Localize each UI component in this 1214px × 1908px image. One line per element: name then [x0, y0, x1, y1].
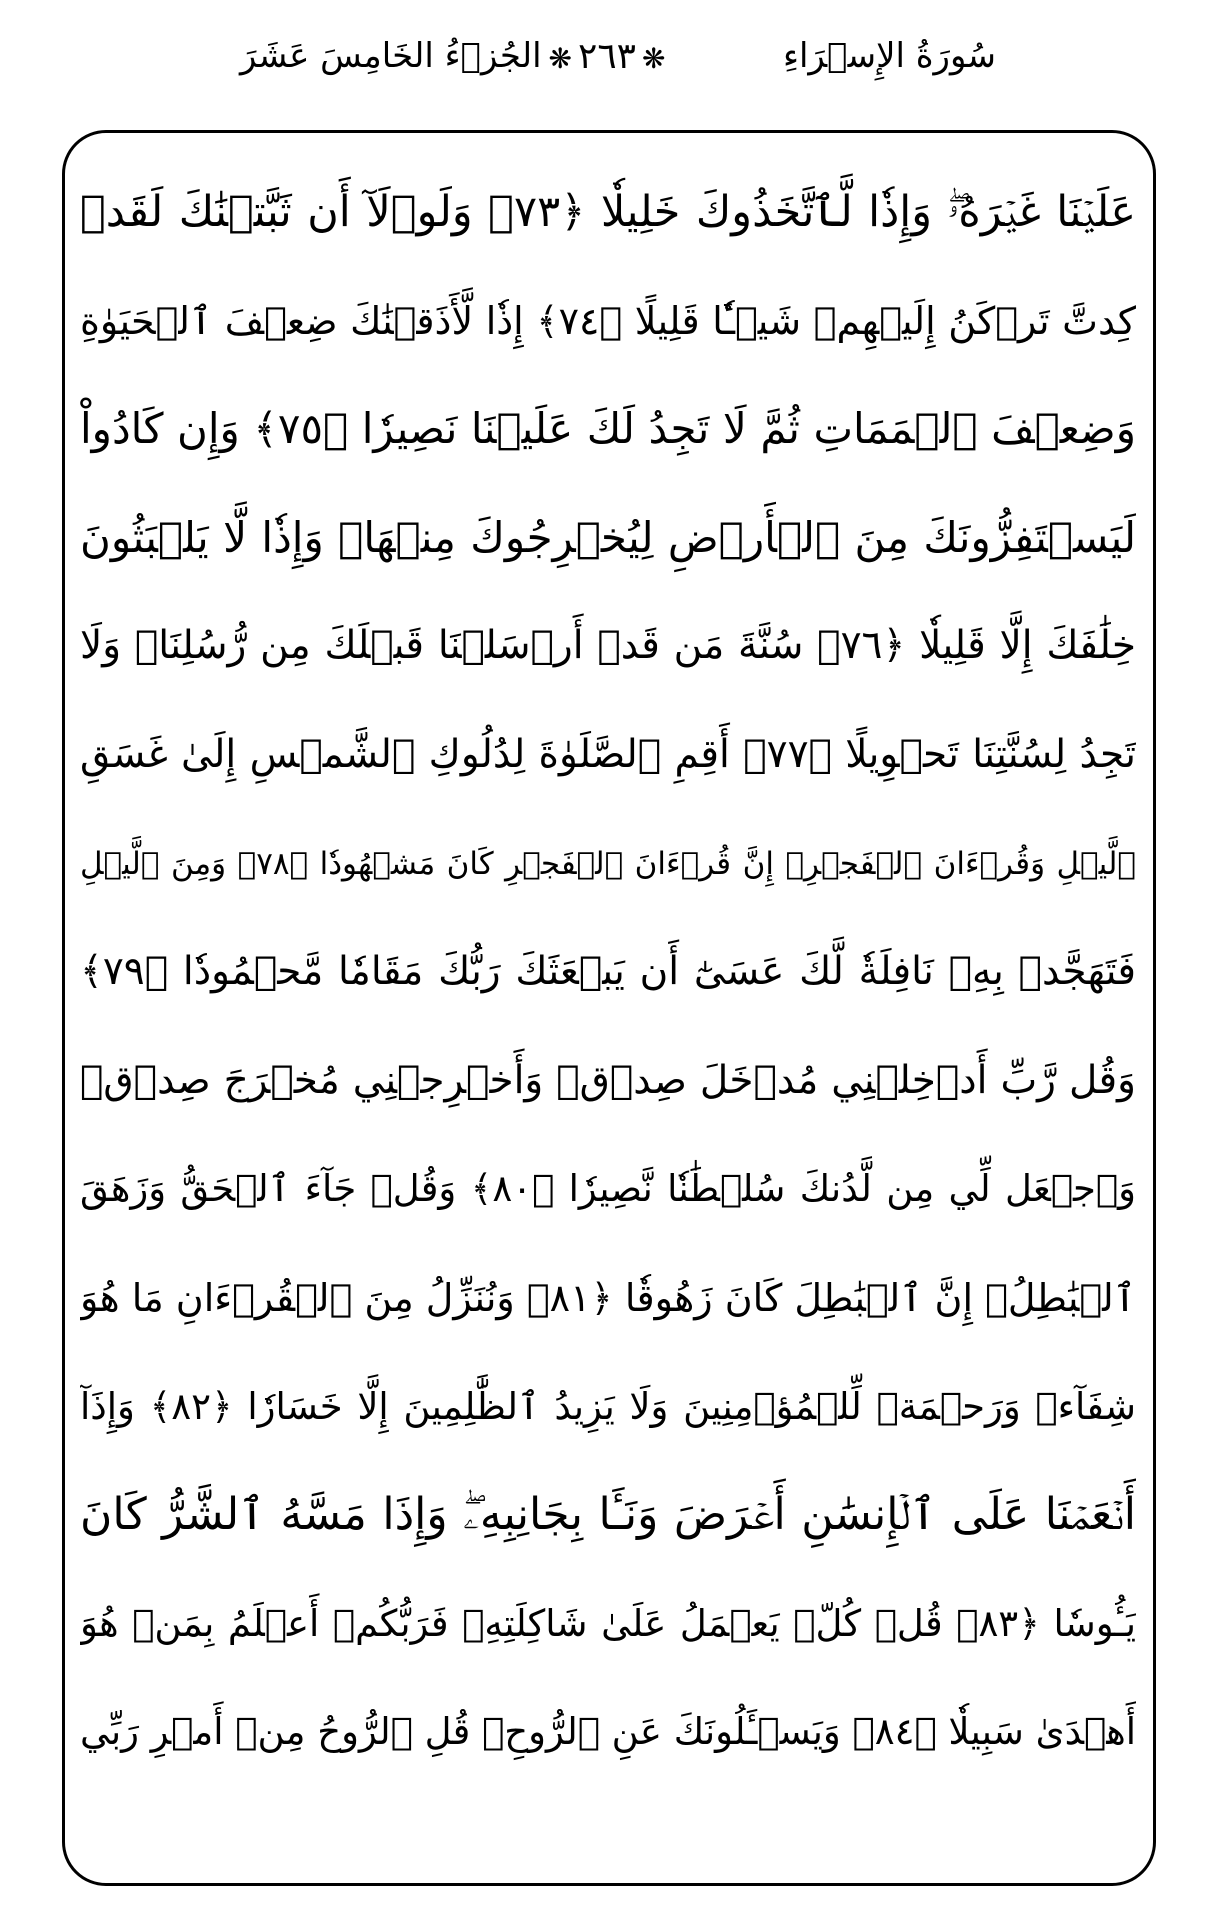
verse-line: وَقُل رَّبِّ أَدۡخِلۡنِي مُدۡخَلَ صِدۡقٖ وَأَخۡرِجۡنِي مُخۡرَجَ صِدۡقٖ: [80, 1057, 1136, 1103]
verse-line: لَيَسۡتَفِزُّونَكَ مِنَ ٱلۡأَرۡضِ لِيُخۡرِجُوكَ مِنۡهَاۖ وَإِذٗا لَّا يَلۡبَثُونَ: [80, 512, 1136, 562]
verse-line: أَهۡدَىٰ سَبِيلٗا ﴿٨٤﴾ وَيَسۡـَٔلُونَكَ عَنِ ٱلرُّوحِۖ قُلِ ٱلرُّوحُ مِنۡ أَمۡرِ رَبِّي: [80, 1710, 1136, 1754]
verse-line: فَتَهَجَّدۡ بِهِۦ نَافِلَةٗ لَّكَ عَسَىٰٓ أَن يَبۡعَثَكَ رَبُّكَ مَقَامٗا مَّحۡمُودٗا ﴿٧٩﴾: [80, 949, 1136, 995]
ornament-right-icon: ❋: [642, 41, 666, 75]
verse-line: تَجِدُ لِسُنَّتِنَا تَحۡوِيلًا ﴿٧٧﴾ أَقِمِ ٱلصَّلَوٰةَ لِدُلُوكِ ٱلشَّمۡسِ إِلَىٰ غَسَقِ: [80, 731, 1136, 777]
ornament-left-icon: ❋: [548, 41, 572, 75]
verse-line: يَـُٔوسٗا ﴿٨٣﴾ قُلۡ كُلّٞ يَعۡمَلُ عَلَىٰ شَاكِلَتِهِۦ فَرَبُّكُمۡ أَعۡلَمُ بِمَنۡ هُوَ: [80, 1601, 1136, 1645]
verse-line: شِفَآءٞ وَرَحۡمَةٞ لِّلۡمُؤۡمِنِينَ وَلَا يَزِيدُ ٱلظَّٰلِمِينَ إِلَّا خَسَارٗا ﴿٨٢﴾ وَإِذَآ: [80, 1384, 1136, 1428]
verse-line: ٱلۡبَٰطِلُۚ إِنَّ ٱلۡبَٰطِلَ كَانَ زَهُوقٗا ﴿٨١﴾ وَنُنَزِّلُ مِنَ ٱلۡقُرۡءَانِ مَا هُوَ: [80, 1275, 1136, 1320]
surah-name: سُورَةُ الإِسۡرَاءِ: [782, 36, 996, 76]
page-number: ٢٦٣: [577, 36, 636, 77]
verse-line: وَضِعۡفَ ٱلۡمَمَاتِ ثُمَّ لَا تَجِدُ لَكَ عَلَيۡنَا نَصِيرٗا ﴿٧٥﴾ وَإِن كَادُواْ: [80, 404, 1136, 454]
verse-text-block: [80, 158, 1136, 1787]
verse-line: وَٱجۡعَل لِّي مِن لَّدُنكَ سُلۡطَٰنٗا نَّصِيرٗا ﴿٨٠﴾ وَقُلۡ جَآءَ ٱلۡحَقُّ وَزَهَقَ: [80, 1167, 1136, 1211]
verse-line: عَلَيۡنَا غَيۡرَهُۥۖ وَإِذٗا لَّٱتَّخَذُوكَ خَلِيلٗا ﴿٧٣﴾ وَلَوۡلَآ أَن ثَبَّتۡنَٰكَ لَقَدۡ: [80, 187, 1136, 237]
verse-line: خِلَٰفَكَ إِلَّا قَلِيلٗا ﴿٧٦﴾ سُنَّةَ مَن قَدۡ أَرۡسَلۡنَا قَبۡلَكَ مِن رُّسُلِنَاۖ وَلَا: [80, 623, 1136, 669]
verse-line: أَنۡعَمۡنَا عَلَى ٱلۡإِنسَٰنِ أَعۡرَضَ وَنَـَٔا بِجَانِبِهِۦۖ وَإِذَا مَسَّهُ ٱلشَّرُّ كَانَ: [80, 1489, 1136, 1541]
verse-line: كِدتَّ تَرۡكَنُ إِلَيۡهِمۡ شَيۡـٔٗا قَلِيلًا ﴿٧٤﴾ إِذٗا لَّأَذَقۡنَٰكَ ضِعۡفَ ٱلۡحَيَوٰةِ: [80, 298, 1136, 343]
juz-name: الجُزۡءُ الخَامِسَ عَشَرَ: [240, 36, 542, 76]
verse-line: ٱلَّيۡلِ وَقُرۡءَانَ ٱلۡفَجۡرِۖ إِنَّ قُرۡءَانَ ٱلۡفَجۡرِ كَانَ مَشۡهُودٗا ﴿٧٨﴾ وَمِنَ ٱلَّيۡلِ: [80, 845, 1136, 882]
page-header: [0, 28, 1214, 98]
page-number-block: [0, 36, 1214, 77]
